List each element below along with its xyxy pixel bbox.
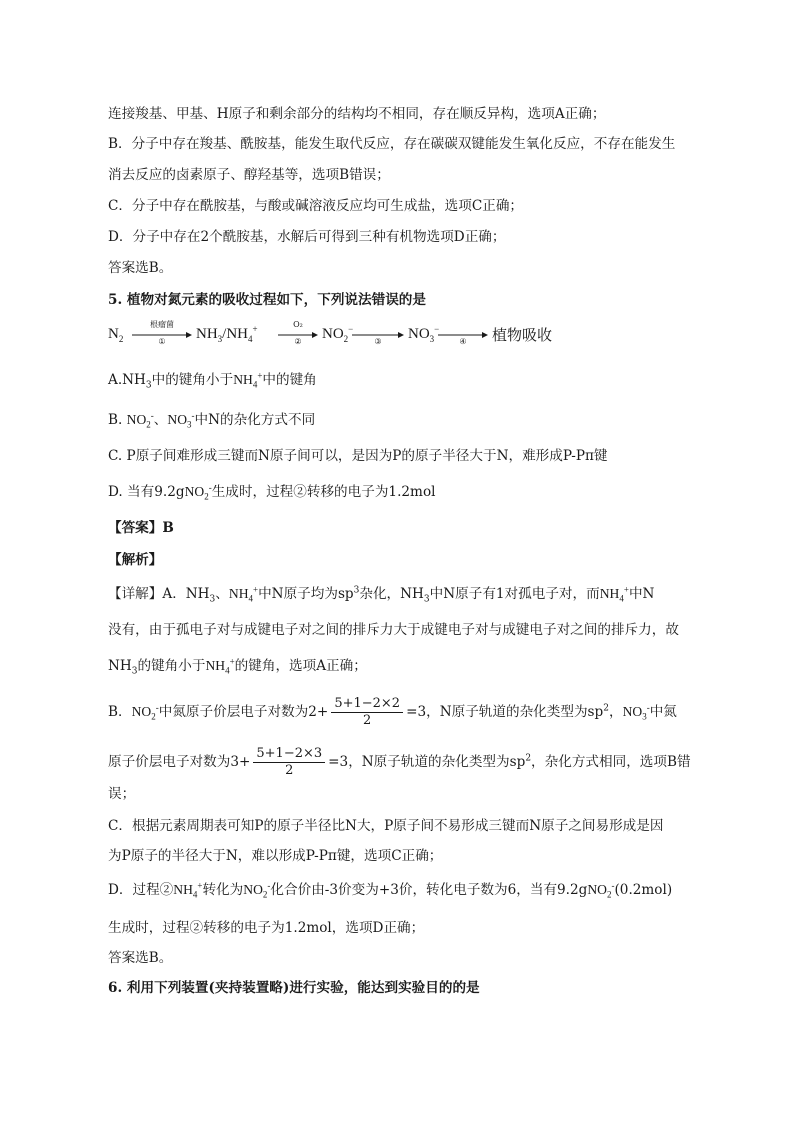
detail-line-1: 【详解】A．$NH_3$、$NH_4^+$中N原子均为$sp^3$杂化，$NH_3$中N原子有1对孤电子对，而$NH_4^+$中N [108, 584, 655, 605]
arrow-step-1: 根瘤菌 ① [132, 322, 192, 350]
question-5-stem: 5. 植物对氮元素的吸收过程如下，下列说法错误的是 [108, 292, 426, 308]
text-line: 连接羧基、甲基、H原子和剩余部分的结构均不相同，存在顺反异构，选项A正确； [108, 106, 606, 122]
text-line: C．分子中存在酰胺基，与酸或碱溶液反应均可生成盐，选项C正确； [108, 198, 524, 214]
detail-line-4: B．$NO_2^-$中氮原子价层电子对数为2+ $\frac{5+1-2\times 2}{2}$ =3，N原子轨道的杂化类型为$sp^2$，$NO_3^-$中氮 [108, 696, 677, 728]
text-line: D．分子中存在2个酰胺基，水解后可得到三种有机物选项D正确； [108, 229, 506, 245]
answer-label: 【答案】B [108, 520, 174, 536]
species-plant-absorption: 植物吸收 [492, 326, 553, 344]
text-line: 答案选B。 [108, 260, 173, 276]
species-no2: $NO_2^-$ [322, 324, 354, 344]
option-d: D. 当有9.2gNO$_2$-生成时，过程②转移的电子为1.2mol [108, 482, 436, 502]
detail-line-8: 为P原子的半径大于N，难以形成P-Pπ键，选项C正确； [108, 848, 443, 864]
option-c: C. P原子间难形成三键而N原子间可以，是因为P的原子半径大于N，难形成P-Pπ键 [108, 448, 608, 464]
detail-line-7: C．根据元素周期表可知P的原子半径比N大，P原子间不易形成三键而N原子之间易形成是因 [108, 818, 664, 834]
species-n2: $N_2$ [108, 326, 124, 344]
arrow-step-4: ④ [438, 322, 488, 350]
text-line: 消去反应的卤素原子、醇羟基等，选项B错误； [108, 167, 390, 183]
detail-line-6: 误； [108, 786, 136, 802]
detail-line-10: 生成时，过程②转移的电子为1.2mol，选项D正确； [108, 920, 425, 936]
detail-line-5: 原子价层电子对数为3+ $\frac{5+1-2\times 3}{2}$ =3，N原子轨道的杂化类型为$sp^2$，杂化方式相同，选项B错 [108, 746, 691, 778]
species-nh3-nh4: $NH_3/NH_4^+$ [196, 324, 258, 344]
species-no3: $NO_3^-$ [408, 324, 440, 344]
detail-line-9: D．过程$②NH_4^+$转化为$NO_2^-$化合价由-3价变为+3价，转化电子数为6，当有9.2gNO$_2$-(0.2mol) [108, 880, 673, 900]
fraction: $\frac{5+1-2\times 2}{2}$ [331, 696, 403, 729]
option-b: B. $NO_2^-$、$NO_3^-$中N的杂化方式不同 [108, 410, 316, 430]
arrow-step-3: ③ [352, 322, 404, 350]
detail-line-3: $NH_3$的键角小于$NH_4^+$的键角，选项A正确； [108, 656, 367, 677]
analysis-label: 【解析】 [108, 552, 163, 568]
arrow-step-2: O₂ ② [278, 322, 318, 350]
detail-line-2: 没有，由于孤电子对与成键电子对之间的排斥力大于成键电子对与成键电子对之间的排斥力，故 [108, 622, 679, 638]
fraction: $\frac{5+1-2\times 3}{2}$ [253, 746, 325, 779]
detail-line-11: 答案选B。 [108, 950, 173, 966]
text-line: B．分子中存在羧基、酰胺基，能发生取代反应，存在碳碳双键能发生氧化反应，不存在能发生 [108, 136, 676, 152]
question-6-stem: 6. 利用下列装置(夹持装置略)进行实验，能达到实验目的的是 [108, 980, 480, 996]
option-a: $A.NH_3$中的键角小于$NH_4^+$中的键角 [108, 370, 317, 391]
